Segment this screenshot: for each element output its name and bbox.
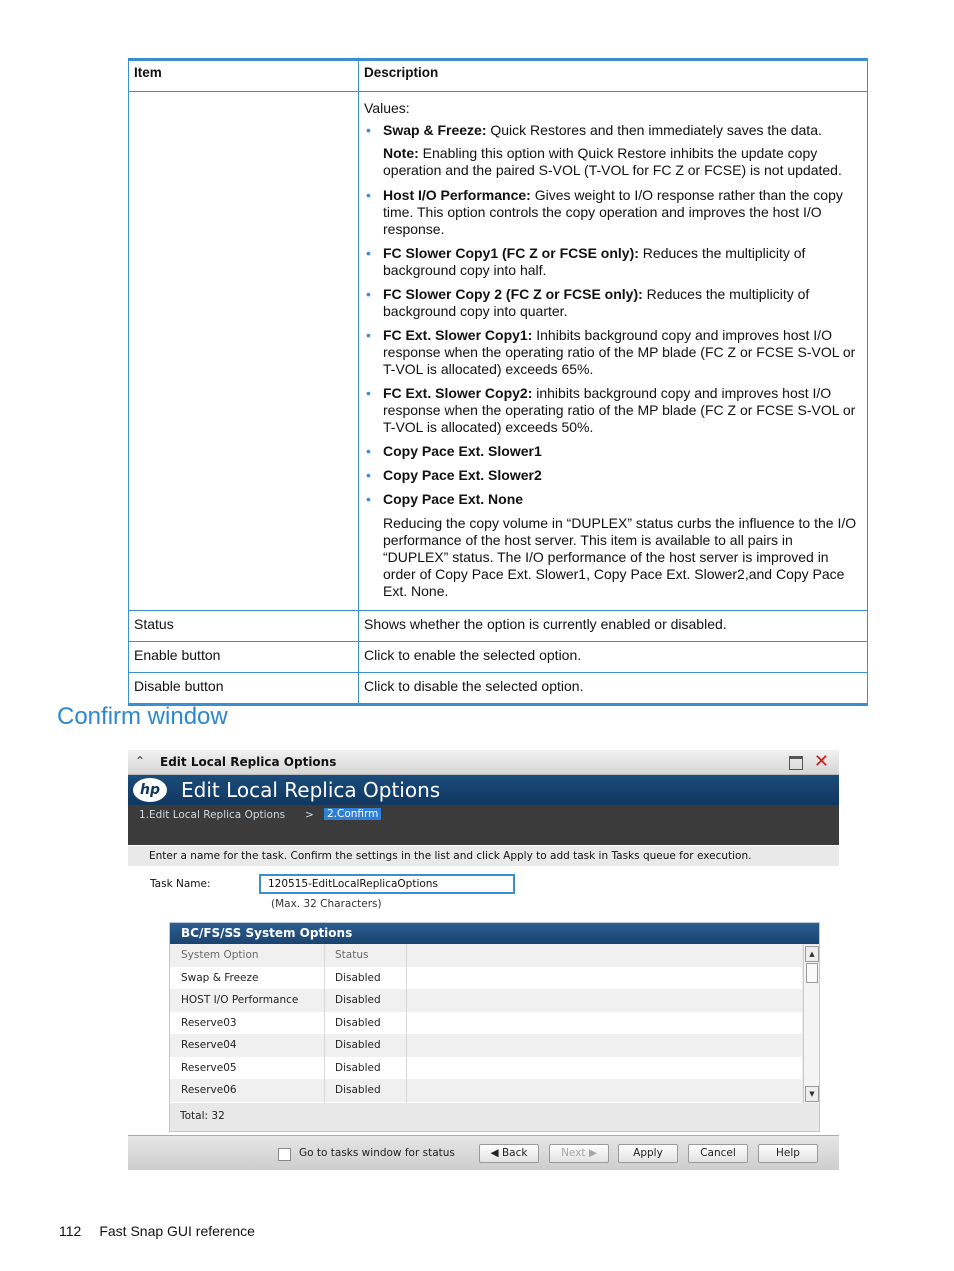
window-banner xyxy=(128,775,839,805)
close-icon[interactable]: ✕ xyxy=(813,751,829,772)
option-cell: Reserve06 xyxy=(181,1084,237,1096)
total-count: Total: 32 xyxy=(180,1110,225,1122)
option-text: Quick Restores and then immediately saves the data. xyxy=(486,122,822,138)
window-titlebar xyxy=(128,750,839,775)
go-to-tasks-checkbox[interactable] xyxy=(278,1148,291,1161)
task-name-label: Task Name: xyxy=(150,878,211,890)
option-cell: HOST I/O Performance xyxy=(181,994,299,1006)
step-separator: > xyxy=(305,809,314,821)
system-options-grid xyxy=(170,944,802,1103)
table-row[interactable] xyxy=(170,1012,802,1035)
table-row xyxy=(129,673,868,705)
maximize-icon[interactable] xyxy=(789,756,803,770)
list-item xyxy=(383,491,862,508)
list-item xyxy=(383,122,862,179)
chapter-title: Fast Snap GUI reference xyxy=(99,1223,255,1239)
status-cell: Disabled xyxy=(335,971,381,984)
status-cell: Disabled xyxy=(335,1084,381,1096)
window-title: Edit Local Replica Options xyxy=(160,755,337,769)
description-cell: Click to enable the selected option. xyxy=(359,642,868,673)
task-name-input[interactable] xyxy=(259,874,515,894)
option-name: FC Slower Copy1 (FC Z or FCSE only): xyxy=(383,245,639,261)
list-item xyxy=(383,467,862,484)
hp-logo-icon: hp xyxy=(133,778,167,802)
scroll-down-icon[interactable]: ▼ xyxy=(805,1086,819,1102)
option-text: Gives weight to I/O response rather than the copy time. This option controls the copy operation and improves the host I/O response. xyxy=(383,187,843,237)
option-reference-table xyxy=(128,58,868,706)
grid-header-row xyxy=(170,944,802,967)
status-cell: Disabled xyxy=(335,1039,381,1051)
option-text: Inhibits background copy and improves host I/O response when the operating ratio of the MP blade (FC Z or FCSE S-VOL or T-VOL is allocated) exceeds 65%. xyxy=(383,327,856,377)
description-cell: Click to disable the selected option. xyxy=(359,673,868,705)
column-divider[interactable] xyxy=(406,944,407,1103)
column-header-system-option[interactable]: System Option xyxy=(181,949,259,961)
option-name: Copy Pace Ext. Slower1 xyxy=(383,443,542,459)
list-item xyxy=(383,443,862,460)
cancel-button[interactable]: Cancel xyxy=(688,1144,748,1163)
option-name: FC Ext. Slower Copy1: xyxy=(383,327,533,343)
system-options-panel xyxy=(169,922,820,1132)
status-cell: Disabled xyxy=(335,994,381,1006)
collapse-icon[interactable]: ⌃ xyxy=(135,754,146,768)
option-name: FC Slower Copy 2 (FC Z or FCSE only): xyxy=(383,286,643,302)
list-item xyxy=(383,327,862,378)
values-description-cell xyxy=(359,92,868,611)
grid-scrollbar[interactable] xyxy=(803,945,819,1103)
scroll-up-icon[interactable]: ▲ xyxy=(805,946,819,962)
option-name: Copy Pace Ext. None xyxy=(383,491,524,507)
table-header-row xyxy=(129,60,868,92)
column-divider[interactable] xyxy=(324,944,325,1103)
item-cell: Status xyxy=(129,611,359,642)
instruction-text: Enter a name for the task. Confirm the settings in the list and click Apply to add task in Tasks queue for execution. xyxy=(149,850,752,862)
item-cell-empty xyxy=(129,92,359,611)
table-row xyxy=(129,611,868,642)
panel-header xyxy=(170,923,819,944)
note-text: Enabling this option with Quick Restore inhibits the update copy operation and the paired S-VOL (T-VOL for FC Z or FCSE) is not updated. xyxy=(383,145,842,178)
table-row[interactable] xyxy=(170,967,802,990)
item-cell: Disable button xyxy=(129,673,359,705)
table-row xyxy=(129,642,868,673)
instruction-bar xyxy=(128,846,839,866)
option-name: Host I/O Performance: xyxy=(383,187,531,203)
help-button[interactable]: Help xyxy=(758,1144,818,1163)
wizard-steps xyxy=(128,805,839,845)
column-header-status[interactable]: Status xyxy=(335,949,369,961)
values-list xyxy=(364,122,862,508)
page-footer xyxy=(59,1223,255,1239)
option-name: Swap & Freeze: xyxy=(383,122,487,138)
section-heading: Confirm window xyxy=(57,703,228,730)
go-to-tasks-label[interactable]: Go to tasks window for status xyxy=(299,1147,455,1159)
column-header-item: Item xyxy=(129,60,359,92)
option-cell: Reserve03 xyxy=(181,1016,237,1029)
next-button[interactable]: Next ▶ xyxy=(549,1144,609,1163)
table-row[interactable] xyxy=(170,989,802,1012)
back-button[interactable]: ◀ Back xyxy=(479,1144,539,1163)
table-row[interactable] xyxy=(170,1079,802,1102)
table-row[interactable] xyxy=(170,1034,802,1057)
values-label: Values: xyxy=(364,100,410,116)
option-name: Copy Pace Ext. Slower2 xyxy=(383,467,542,483)
list-item xyxy=(383,187,862,238)
option-text: Reduces the multiplicity of background copy into quarter. xyxy=(383,286,810,319)
table-row[interactable] xyxy=(170,1057,802,1080)
apply-button[interactable]: Apply xyxy=(618,1144,678,1163)
step-confirm: 2.Confirm xyxy=(324,808,381,820)
panel-title: BC/FS/SS System Options xyxy=(181,926,353,940)
option-name: FC Ext. Slower Copy2: xyxy=(383,385,533,401)
option-cell: Reserve05 xyxy=(181,1061,237,1074)
table-row-values xyxy=(129,92,868,611)
scroll-thumb[interactable] xyxy=(806,963,818,983)
list-item xyxy=(383,286,862,320)
status-cell: Disabled xyxy=(335,1016,381,1029)
closing-paragraph: Reducing the copy volume in “DUPLEX” status curbs the influence to the I/O performance of the host server. This item is available to all pairs in “DUPLEX” status. The I/O performance of the host server is improved in order of Copy Pace Ext. Slower1, Copy Pace Ext. Slower2,and Copy Pace Ext. None. xyxy=(383,515,857,599)
item-cell: Enable button xyxy=(129,642,359,673)
option-text: Reduces the multiplicity of background copy into half. xyxy=(383,245,806,278)
option-cell: Reserve04 xyxy=(181,1039,237,1051)
status-cell: Disabled xyxy=(335,1061,381,1074)
note xyxy=(383,145,862,179)
step-edit-options: 1.Edit Local Replica Options xyxy=(139,809,286,821)
column-header-description: Description xyxy=(359,60,868,92)
window-footer xyxy=(128,1135,839,1170)
list-item xyxy=(383,385,862,436)
page-number: 112 xyxy=(59,1223,82,1239)
confirm-window-screenshot xyxy=(128,750,839,1170)
option-cell: Swap & Freeze xyxy=(181,971,259,984)
description-cell: Shows whether the option is currently enabled or disabled. xyxy=(359,611,868,642)
note-label: Note: xyxy=(383,145,419,161)
option-text: inhibits background copy and improves host I/O response when the operating ratio of the MP blade (FC Z or FCSE S-VOL or T-VOL is allocated) exceeds 50%. xyxy=(383,385,856,435)
banner-title: Edit Local Replica Options xyxy=(181,778,441,802)
task-name-hint: (Max. 32 Characters) xyxy=(271,898,382,910)
list-item xyxy=(383,245,862,279)
